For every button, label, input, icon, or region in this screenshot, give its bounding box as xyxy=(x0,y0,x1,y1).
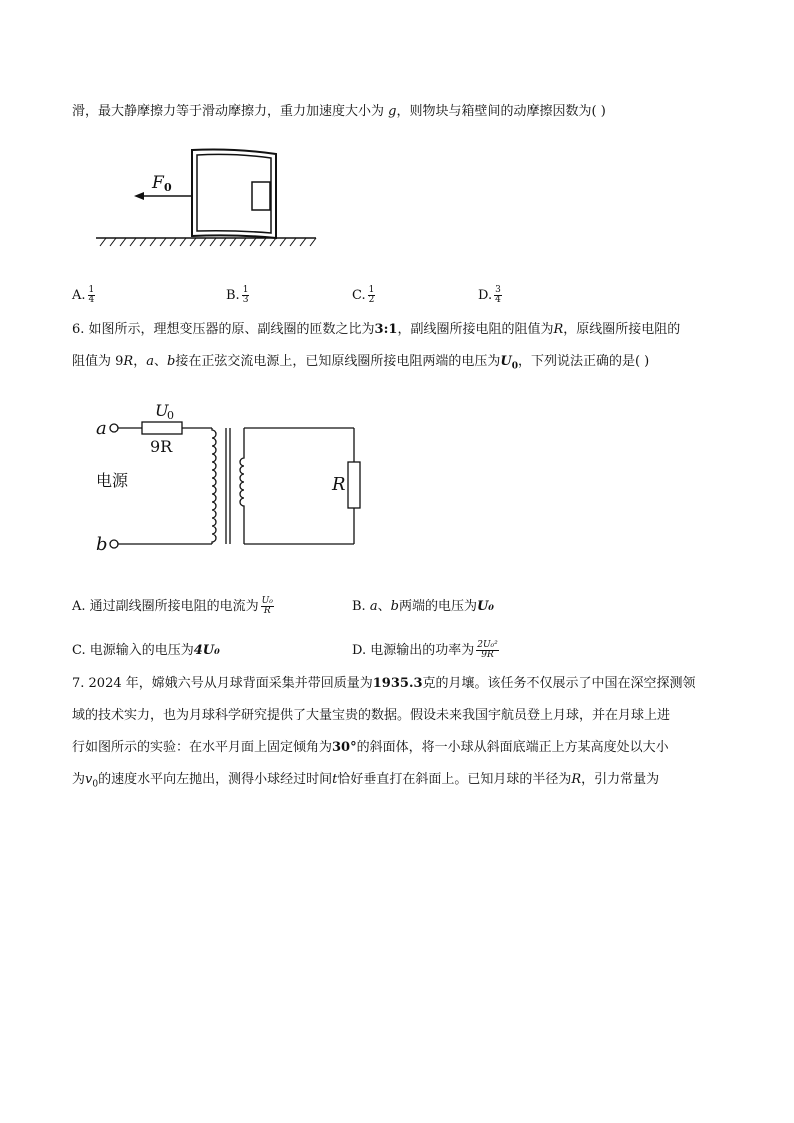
ground-hatching xyxy=(100,238,316,246)
q7-mass-value: 1935.3 xyxy=(372,676,423,691)
fraction-denominator: 4 xyxy=(88,295,95,305)
q6-b-symbol: b xyxy=(167,354,176,369)
q6-option-b[interactable] xyxy=(352,597,494,617)
q6-text: ，原线圈所接电阻的 xyxy=(563,322,681,337)
a-symbol: a xyxy=(369,599,378,614)
q7-stem-line-1 xyxy=(72,674,696,694)
option-text: D. 电源输出的功率为 xyxy=(352,643,475,658)
option-fraction xyxy=(261,597,274,616)
q7-R-symbol: R xyxy=(571,772,582,787)
option-value: 4U₀ xyxy=(193,643,220,658)
terminal-a-label: a xyxy=(96,418,107,439)
q6-stem-line-1 xyxy=(72,320,680,340)
fraction-numerator: 1 xyxy=(242,285,249,295)
secondary-coil-icon xyxy=(240,428,244,544)
option-letter: C. xyxy=(352,288,366,303)
option-fraction xyxy=(242,286,250,305)
q7-angle-value: 30° xyxy=(332,740,357,755)
q7-text: 7. 2024 年，嫦娥六号从月球背面采集并带回质量为 xyxy=(72,676,373,691)
q6-text: 阻值为 9 xyxy=(72,354,124,369)
primary-resistor xyxy=(142,422,182,434)
q7-t-symbol: t xyxy=(332,772,338,787)
q6-text: ，下列说法正确的是( ) xyxy=(517,354,650,369)
q6-a-symbol: a xyxy=(146,354,154,369)
q5-stem-end: ，则物块与箱壁间的动摩擦因数为( ) xyxy=(396,104,606,119)
q5-option-b[interactable] xyxy=(226,286,249,306)
q5-gravity-symbol: g xyxy=(388,104,397,119)
q6-U-symbol: U xyxy=(500,354,512,369)
option-fraction xyxy=(494,286,502,305)
q7-v-sub: 0 xyxy=(92,779,99,790)
q6-text: 、 xyxy=(153,354,167,369)
fraction-denominator: 4 xyxy=(495,295,501,305)
q5-stem-line xyxy=(72,102,606,122)
q6-option-a[interactable] xyxy=(72,597,274,617)
fraction-denominator: R xyxy=(263,606,271,616)
fraction-numerator: 1 xyxy=(88,285,95,295)
small-block xyxy=(252,182,270,210)
option-fraction xyxy=(476,641,499,660)
q6-text: ，副线圈所接电阻的阻值为 xyxy=(397,322,554,337)
option-letter: D. xyxy=(478,288,493,303)
q5-stem-text: 滑，最大静摩擦力等于滑动摩擦力，重力加速度大小为 xyxy=(72,104,385,119)
q7-text: 域的技术实力，也为月球科学研究提供了大量宝贵的数据。假设未来我国宇航员登上月球，并在月球上进 xyxy=(72,708,671,723)
q5-option-d[interactable] xyxy=(478,286,502,306)
fraction-denominator: 3 xyxy=(242,295,249,305)
fraction-numerator: 3 xyxy=(495,285,501,295)
q7-text: 的速度水平向左抛出，测得小球经过时间 xyxy=(98,772,333,787)
fraction-denominator: 9R xyxy=(481,650,494,660)
fraction-denominator: 2 xyxy=(368,295,375,305)
fraction-numerator: U₀ xyxy=(261,596,273,606)
q5-option-c[interactable] xyxy=(352,286,375,306)
q6-text: 6. 如图所示，理想变压器的原、副线圈的匝数之比为 xyxy=(72,322,375,337)
fraction-numerator: 2U₀² xyxy=(477,640,498,650)
q7-text: 克的月壤。该任务不仅展示了中国在深空探测领 xyxy=(422,676,696,691)
q6-U-sub: 0 xyxy=(511,361,518,372)
option-letter: B. xyxy=(226,288,240,303)
q7-text: 行如图所示的实验：在水平月面上固定倾角为 xyxy=(72,740,333,755)
q6-R-symbol: R xyxy=(123,354,134,369)
primary-coil-icon xyxy=(212,428,216,544)
q7-text: 为 xyxy=(72,772,86,787)
q6-stem-line-2 xyxy=(72,352,649,377)
force-label-sub: 0 xyxy=(164,181,172,194)
q6-text: ， xyxy=(133,354,147,369)
option-text: A. 通过副线圈所接电阻的电流为 xyxy=(72,599,259,614)
option-text: C. 电源输入的电压为 xyxy=(72,643,194,658)
option-text: 、 xyxy=(377,599,391,614)
force-arrowhead-icon xyxy=(134,192,144,200)
q7-stem-line-4 xyxy=(72,770,659,795)
q6-option-c[interactable] xyxy=(72,641,220,661)
terminal-b-label: b xyxy=(96,534,108,555)
q7-text: ，引力常量为 xyxy=(581,772,660,787)
power-source-label: 电源 xyxy=(96,471,129,490)
q7-v-symbol: v xyxy=(85,772,93,787)
load-resistor xyxy=(348,462,360,508)
resistor-value-label: 9R xyxy=(150,437,173,456)
terminal-b-icon xyxy=(110,540,118,548)
q5-box-figure xyxy=(90,142,322,254)
fraction-numerator: 1 xyxy=(368,285,375,295)
q6-text: 接在正弦交流电源上，已知原线圈所接电阻两端的电压为 xyxy=(175,354,501,369)
option-letter: A. xyxy=(72,288,86,303)
option-value: U₀ xyxy=(476,599,494,614)
q7-stem-line-2 xyxy=(72,706,670,726)
option-text: 两端的电压为 xyxy=(398,599,477,614)
q5-option-a[interactable] xyxy=(72,286,95,306)
q6-R-symbol: R xyxy=(553,322,564,337)
q7-stem-line-3 xyxy=(72,738,669,758)
option-fraction xyxy=(368,286,376,305)
resistor-voltage-sub: 0 xyxy=(167,409,174,422)
resistor-voltage-label: U xyxy=(155,401,169,420)
terminal-a-icon xyxy=(110,424,118,432)
b-symbol: b xyxy=(390,599,399,614)
q7-text: 恰好垂直打在斜面上。已知月球的半径为 xyxy=(337,772,572,787)
option-text: B. xyxy=(352,599,370,614)
q6-option-d[interactable] xyxy=(352,641,499,661)
q6-circuit-figure xyxy=(92,398,372,558)
force-label: F xyxy=(152,173,164,193)
q7-text: 的斜面体，将一小球从斜面底端正上方某高度处以大小 xyxy=(356,740,669,755)
load-resistor-label: R xyxy=(332,474,346,495)
q6-turns-ratio: 3:1 xyxy=(374,322,398,337)
option-fraction xyxy=(88,286,96,305)
